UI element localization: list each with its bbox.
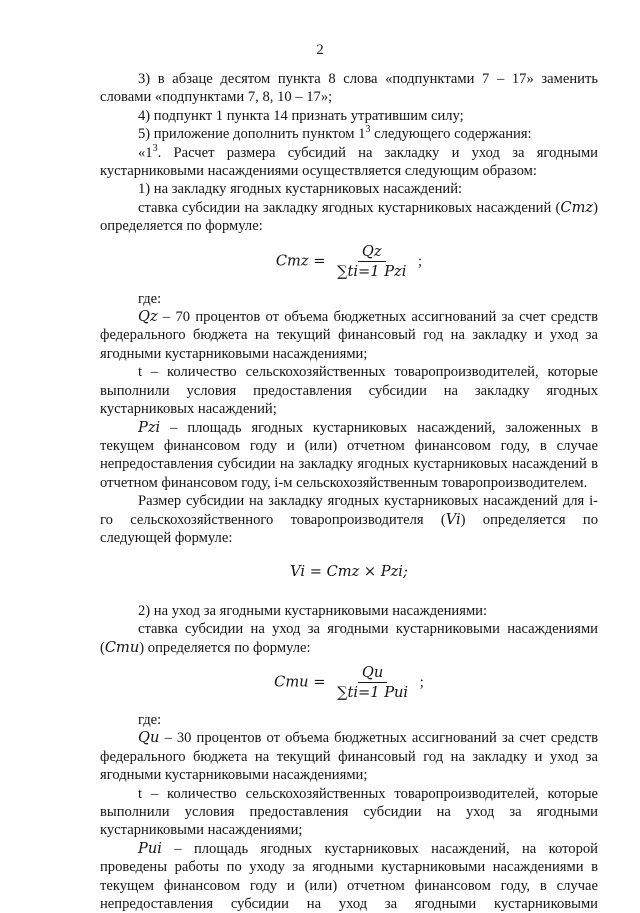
definition-pui	[100, 840, 598, 913]
superscript: 3	[365, 124, 371, 136]
symbol: Cmu	[104, 638, 140, 656]
formula-text: Vi = Cmz × Pzi;	[290, 563, 408, 581]
formula-numerator: Qz	[358, 244, 386, 262]
formula-lhs: Cmz =	[275, 252, 326, 269]
paragraph-item-4: 4) подпункт 1 пункта 14 признать утратившим силу;	[138, 107, 464, 124]
text-run: ) определяется по формуле:	[139, 639, 311, 656]
text-run: – площадь ягодных кустарниковых насаждений, на которой проведены работы по уходу за ягодными кустарниковыми насаждениями в текущем финансовом году и (или) отчетном финансовом году, в случае непредоставления субсидии на уход за ягодными кустарниковыми	[100, 840, 598, 913]
text-run: Размер субсидии на закладку ягодных кустарниковых насаждений для i-го сельскохозяйственного товаропроизводителя (	[100, 493, 598, 528]
formula-denominator: ∑ti=1 Pui	[337, 683, 409, 701]
paragraph-item-5	[100, 125, 598, 143]
formula-lhs: Cmu =	[274, 673, 326, 691]
subheading-planting: 1) на закладку ягодных кустарниковых насаждений:	[138, 181, 463, 198]
page-number: 2	[316, 42, 324, 58]
paragraph-item-3: 3) в абзаце десятом пункта 8 слова «подпунктами 7 – 17» заменить словами «подпунктами 7, 8, 10 – 17»;	[100, 71, 598, 106]
symbol: Vi	[445, 510, 461, 528]
text-run: ставка субсидии на уход за ягодными кустарниковыми насаждениями (	[100, 621, 598, 656]
text-run: . Расчет размера субсидий на закладку и уход за ягодными кустарниковыми насаждениями осуществляется следующим образом:	[100, 144, 598, 180]
formula-end: ;	[419, 674, 424, 691]
definition-qu	[100, 729, 598, 784]
paragraph-vi	[100, 492, 598, 547]
definition-t: t – количество сельскохозяйственных товаропроизводителей, которые выполнили условия предоставления субсидии на закладку ягодных кустарниковых насаждений;	[100, 364, 598, 418]
text-run: ) определяется по формуле:	[100, 199, 598, 235]
formula-cmu	[100, 665, 598, 701]
superscript: 3	[152, 142, 158, 154]
paragraph-intro	[100, 144, 598, 181]
where-label: где:	[138, 711, 162, 728]
formula-fraction	[333, 244, 410, 280]
formula-cmz	[100, 244, 598, 280]
formula-fraction	[333, 665, 412, 701]
definition-pzi	[100, 419, 598, 493]
formula-vi	[100, 563, 598, 581]
text-run: 5) приложение дополнить пунктом 1	[138, 126, 366, 143]
paragraph-rate-care	[100, 620, 598, 657]
text-run: следующего содержания:	[370, 126, 532, 143]
definition-t-care: t – количество сельскохозяйственных товаропроизводителей, которые выполнили условия предоставления субсидии на уход за ягодными кустарниковыми насаждениями;	[100, 785, 598, 839]
symbol: Pui	[138, 839, 162, 857]
text-run: «1	[138, 144, 153, 161]
formula-numerator: Qu	[358, 665, 387, 683]
where-label: где:	[138, 290, 162, 307]
text-run: – 70 процентов от объема бюджетных ассигнований за счет средств федерального бюджета на текущий финансовый год на закладку и уход за ягодными кустарниковыми насаждениями;	[100, 309, 598, 362]
formula-denominator: ∑ti=1 Pzi	[337, 262, 407, 280]
symbol: Pzi	[138, 418, 161, 436]
text-run: – 30 процентов от объема бюджетных ассигнований за счет средств федерального бюджета на текущий финансовый год на закладку и уход за ягодными кустарниковыми насаждениями;	[100, 730, 598, 784]
document-body	[100, 70, 598, 913]
symbol: Qz	[138, 308, 158, 326]
symbol: Cmz	[560, 198, 594, 216]
subheading-care: 2) на уход за ягодными кустарниковыми насаждениями:	[138, 602, 488, 619]
text-run: ставка субсидии на закладку ягодных кустарниковых насаждений (	[138, 199, 561, 216]
definition-qz	[100, 308, 598, 363]
symbol: Qu	[138, 729, 160, 747]
text-run: – площадь ягодных кустарниковых насаждений, заложенных в текущем финансовом году и (или) отчетном финансовом году, в случае непредоставления субсидии на закладку ягодных кустарниковых насаждений в отчетном финансовом году, i-м сельскохозяйственным товаропроизводителем.	[100, 419, 598, 491]
formula-end: ;	[418, 253, 423, 269]
text-run: ) определяется по следующей формуле:	[100, 511, 598, 546]
paragraph-rate-planting	[100, 199, 598, 236]
